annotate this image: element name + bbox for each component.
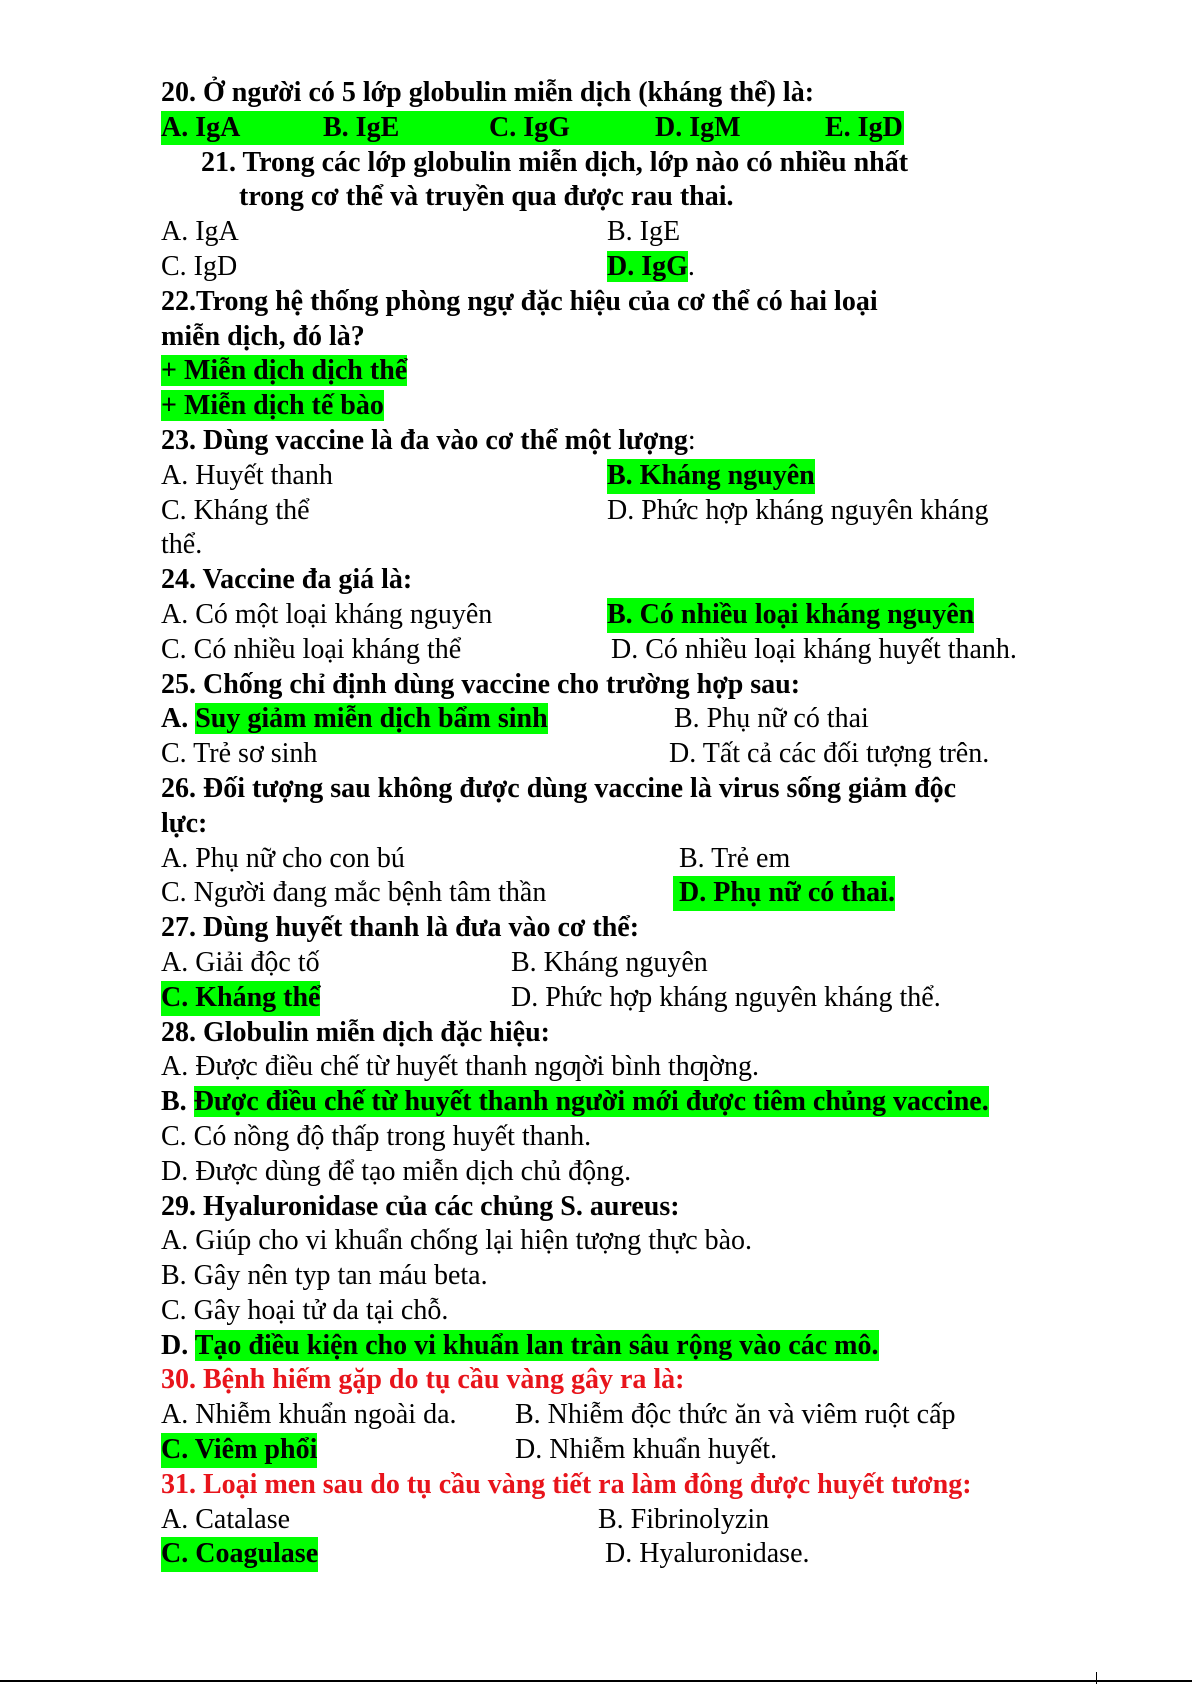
q25-option-d: D. Tất cả các đối tượng trên. bbox=[669, 738, 990, 770]
q21-row-cd bbox=[161, 250, 1101, 285]
q28-stem-text: 28. Globulin miễn dịch đặc hiệu: bbox=[161, 1016, 550, 1048]
q25-row-cd bbox=[161, 737, 1101, 772]
q22-answer-1-text: + Miễn dịch dịch thể bbox=[161, 355, 408, 387]
q31-option-a: A. Catalase bbox=[161, 1503, 291, 1535]
q28-option-d-text: D. Được dùng để tạo miễn dịch chủ động. bbox=[161, 1155, 632, 1187]
q29-option-d bbox=[161, 1329, 1101, 1364]
quiz-page bbox=[161, 76, 1101, 1572]
q26-stem-2-text: lực: bbox=[161, 807, 208, 839]
q25-stem-text: 25. Chống chỉ định dùng vaccine cho trường hợp sau: bbox=[161, 668, 801, 700]
q27-row-ab bbox=[161, 946, 1101, 981]
q23-option-b: B. Kháng nguyên bbox=[607, 459, 815, 494]
q30-row-ab bbox=[161, 1398, 1101, 1433]
q29-stem-text: 29. Hyaluronidase của các chủng S. aureus: bbox=[161, 1190, 680, 1222]
q22-answer-2-text: + Miễn dịch tế bào bbox=[161, 390, 384, 422]
q30-option-a: A. Nhiễm khuẩn ngoài da. bbox=[161, 1399, 457, 1431]
q22-stem-1-text: 22.Trong hệ thống phòng ngự đặc hiệu của cơ thể có hai loại bbox=[161, 285, 878, 317]
q20-option-b: B. IgE bbox=[323, 111, 400, 143]
q28-option-b-text: Được điều chế từ huyết thanh người mới được tiêm chủng vaccine. bbox=[193, 1086, 989, 1118]
q30-stem-text: 30. Bệnh hiếm gặp do tụ cầu vàng gây ra là: bbox=[161, 1364, 685, 1396]
q20-option-d: D. IgM bbox=[655, 111, 741, 143]
q21-option-d: D. IgG bbox=[607, 250, 688, 282]
q27-row-cd bbox=[161, 981, 1101, 1016]
q30-option-d: D. Nhiễm khuẩn huyết. bbox=[515, 1434, 778, 1466]
q22-stem-2 bbox=[161, 320, 1101, 355]
q26-option-a: A. Phụ nữ cho con bú bbox=[161, 842, 405, 874]
q27-option-c: C. Kháng thể bbox=[161, 981, 320, 1016]
q29-option-d-text: Tạo điều kiện cho vi khuẩn lan tràn sâu rộng vào các mô. bbox=[194, 1329, 879, 1361]
q28-option-a bbox=[161, 1050, 1101, 1085]
q23-option-c: C. Kháng thể bbox=[161, 494, 310, 526]
q26-option-c: C. Người đang mắc bệnh tâm thần bbox=[161, 877, 547, 909]
q21-option-d-wrap bbox=[607, 250, 695, 285]
page-bottom-tick bbox=[1096, 1672, 1097, 1684]
q20-option-c: C. IgG bbox=[489, 111, 570, 143]
q23-option-d-cont bbox=[161, 528, 1101, 563]
q24-row-ab bbox=[161, 598, 1101, 633]
q24-option-c: C. Có nhiều loại kháng thể bbox=[161, 633, 462, 665]
q21-option-b: B. IgE bbox=[607, 216, 681, 248]
q26-stem-1-text: 26. Đối tượng sau không được dùng vaccine là virus sống giảm độc bbox=[161, 772, 957, 804]
q26-option-b: B. Trẻ em bbox=[679, 842, 791, 874]
q26-row-cd bbox=[161, 876, 1101, 911]
q23-option-d-cont-text: thể. bbox=[161, 529, 203, 561]
q29-option-c bbox=[161, 1294, 1101, 1329]
q23-row-ab bbox=[161, 459, 1101, 494]
q28-option-c-text: C. Có nồng độ thấp trong huyết thanh. bbox=[161, 1120, 592, 1152]
q21-stem-2 bbox=[161, 180, 1101, 215]
q22-stem-1 bbox=[161, 285, 1101, 320]
q23-row-cd bbox=[161, 494, 1101, 529]
q27-option-b: B. Kháng nguyên bbox=[511, 946, 708, 978]
q28-option-c bbox=[161, 1120, 1101, 1155]
q20-option-e: E. IgD bbox=[825, 111, 903, 143]
q28-option-b-prefix: B. bbox=[161, 1086, 194, 1118]
q31-option-b: B. Fibrinolyzin bbox=[598, 1503, 770, 1535]
q23-option-a: A. Huyết thanh bbox=[161, 459, 333, 491]
q29-stem bbox=[161, 1190, 1101, 1225]
q28-option-a-text: A. Được điều chế từ huyết thanh ngƣời bình thƣờng. bbox=[161, 1051, 759, 1083]
q27-stem bbox=[161, 911, 1101, 946]
q25-option-a-text: Suy giảm miễn dịch bẩm sinh bbox=[195, 703, 548, 735]
q25-option-c: C. Trẻ sơ sinh bbox=[161, 738, 318, 770]
q22-stem-2-text: miễn dịch, đó là? bbox=[161, 320, 365, 352]
q21-option-a: A. IgA bbox=[161, 216, 239, 248]
q31-row-cd bbox=[161, 1537, 1101, 1572]
q30-option-b: B. Nhiễm độc thức ăn và viêm ruột cấp bbox=[515, 1399, 956, 1431]
q24-stem bbox=[161, 563, 1101, 598]
q25-option-b: B. Phụ nữ có thai bbox=[674, 703, 869, 735]
q21-option-d-dot: . bbox=[687, 250, 695, 282]
q25-stem bbox=[161, 668, 1101, 703]
q23-stem-text: 23. Dùng vaccine là đa vào cơ thể một lượng bbox=[161, 424, 688, 456]
q31-row-ab bbox=[161, 1503, 1101, 1538]
q23-option-d: D. Phức hợp kháng nguyên kháng bbox=[607, 494, 989, 526]
q20-stem bbox=[161, 76, 1101, 111]
q24-option-a: A. Có một loại kháng nguyên bbox=[161, 598, 493, 630]
q30-row-cd bbox=[161, 1433, 1101, 1468]
q24-stem-text: 24. Vaccine đa giá là: bbox=[161, 564, 413, 596]
q22-answer-2 bbox=[161, 389, 1101, 424]
q31-stem-text: 31. Loại men sau do tụ cầu vàng tiết ra làm đông được huyết tương: bbox=[161, 1468, 972, 1500]
q29-option-c-text: C. Gây hoại tử da tại chỗ. bbox=[161, 1294, 449, 1326]
q26-stem-1 bbox=[161, 772, 1101, 807]
q27-option-d: D. Phức hợp kháng nguyên kháng thể. bbox=[511, 981, 941, 1013]
q31-option-c: C. Coagulase bbox=[161, 1537, 318, 1572]
q31-stem bbox=[161, 1468, 1101, 1503]
q23-stem bbox=[161, 424, 1101, 459]
q24-row-cd bbox=[161, 633, 1101, 668]
q25-option-a bbox=[161, 702, 548, 737]
q29-option-d-prefix: D. bbox=[161, 1329, 195, 1361]
q28-stem bbox=[161, 1016, 1101, 1051]
q30-stem bbox=[161, 1363, 1101, 1398]
q26-row-ab bbox=[161, 842, 1101, 877]
q21-row-ab bbox=[161, 215, 1101, 250]
q28-option-d bbox=[161, 1155, 1101, 1190]
q29-option-b-text: B. Gây nên typ tan máu beta. bbox=[161, 1260, 488, 1292]
q21-stem-1 bbox=[161, 146, 1101, 181]
q31-option-d: D. Hyaluronidase. bbox=[605, 1538, 810, 1570]
q24-option-b: B. Có nhiều loại kháng nguyên bbox=[607, 598, 974, 633]
q21-stem-1-text: 21. Trong các lớp globulin miễn dịch, lớp nào có nhiều nhất bbox=[201, 146, 909, 178]
q27-stem-text: 27. Dùng huyết thanh là đưa vào cơ thể: bbox=[161, 912, 640, 944]
q30-option-c: C. Viêm phổi bbox=[161, 1433, 317, 1468]
q26-option-d: D. Phụ nữ có thai. bbox=[673, 876, 895, 911]
q26-stem-2 bbox=[161, 807, 1101, 842]
q28-option-b bbox=[161, 1085, 1101, 1120]
q21-stem-2-text: trong cơ thể và truyền qua được rau thai. bbox=[239, 181, 734, 213]
q20-stem-text: 20. Ở người có 5 lớp globulin miễn dịch (kháng thể) là: bbox=[161, 77, 815, 108]
q20-option-a: A. IgA bbox=[161, 111, 241, 143]
q27-option-a: A. Giải độc tố bbox=[161, 946, 320, 978]
q24-option-d: D. Có nhiều loại kháng huyết thanh. bbox=[611, 633, 1017, 665]
page-bottom-rule bbox=[0, 1680, 1192, 1682]
q25-row-ab bbox=[161, 702, 1101, 737]
q29-option-a-text: A. Giúp cho vi khuẩn chống lại hiện tượng thực bào. bbox=[161, 1225, 753, 1257]
q22-answer-1 bbox=[161, 354, 1101, 389]
q29-option-a bbox=[161, 1224, 1101, 1259]
q23-stem-colon: : bbox=[687, 424, 696, 456]
q21-option-c: C. IgD bbox=[161, 250, 238, 282]
q25-option-a-prefix: A. bbox=[161, 703, 196, 735]
q20-options bbox=[161, 111, 1101, 146]
q29-option-b bbox=[161, 1259, 1101, 1294]
